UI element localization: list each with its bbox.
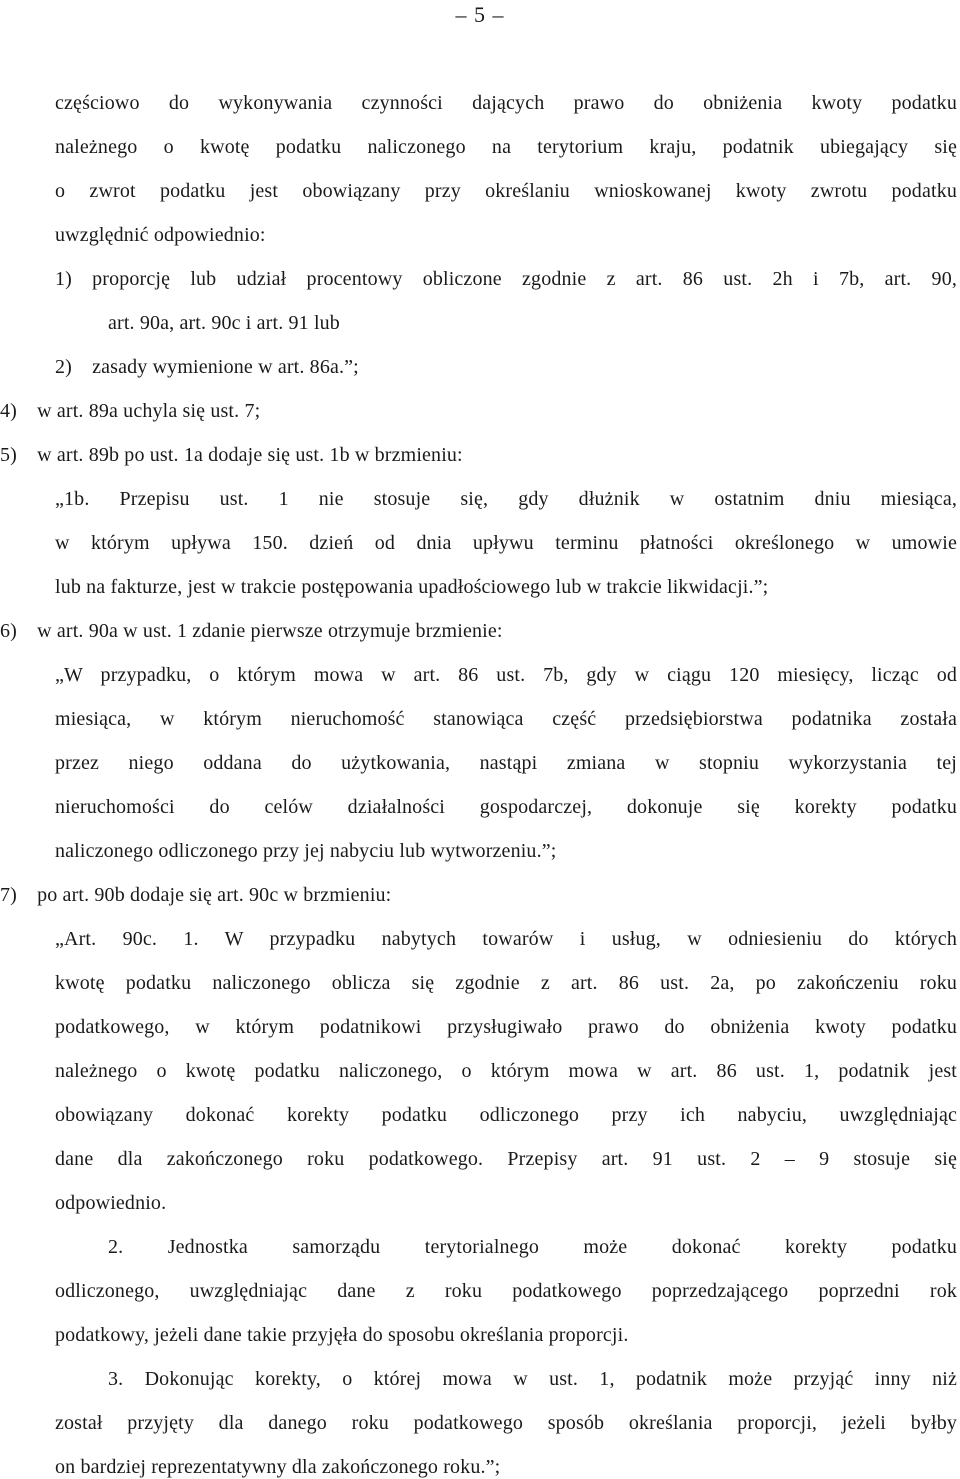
text-line: on bardziej reprezentatywny dla zakończonego roku.”; <box>55 1456 501 1478</box>
text-line: kwotę podatku naliczonego oblicza się zgodnie z art. 86 ust. 2a, po zakończeniu roku <box>55 972 957 994</box>
text-line: obowiązany dokonać korekty podatku odliczonego przy ich nabyciu, uwzględniając <box>55 1104 957 1126</box>
text-line: dane dla zakończonego roku podatkowego. Przepisy art. 91 ust. 2 – 9 stosuje się <box>55 1148 957 1170</box>
text-line: odliczonego, uwzględniając dane z roku podatkowego poprzedzającego poprzedni rok <box>55 1280 957 1302</box>
text-line: w którym upływa 150. dzień od dnia upływu terminu płatności określonego w umowie <box>55 532 957 554</box>
list-item: 1) proporcję lub udział procentowy obliczone zgodnie z art. 86 ust. 2h i 7b, art. 90, <box>55 268 957 290</box>
text-line: odpowiednio. <box>55 1192 167 1214</box>
text-line: 2. Jednostka samorządu terytorialnego może dokonać korekty podatku <box>108 1236 957 1258</box>
text-line: art. 90a, art. 90c i art. 91 lub <box>108 312 340 334</box>
text-line: „W przypadku, o którym mowa w art. 86 ust. 7b, gdy w ciągu 120 miesięcy, licząc od <box>55 664 957 686</box>
text-line: lub na fakturze, jest w trakcie postępowania upadłościowego lub w trakcie likwidacji.”; <box>55 576 769 598</box>
text-line: naliczonego odliczonego przy jej nabyciu lub wytworzeniu.”; <box>55 840 557 862</box>
text-line: miesiąca, w którym nieruchomość stanowiąca część przedsiębiorstwa podatnika została <box>55 708 957 730</box>
text-line: „Art. 90c. 1. W przypadku nabytych towarów i usług, w odniesieniu do których <box>55 928 957 950</box>
text-line: przez niego oddana do użytkowania, nastąpi zmiana w stopniu wykorzystania tej <box>55 752 957 774</box>
text-line: uwzględnić odpowiednio: <box>55 224 266 246</box>
text-line: o zwrot podatku jest obowiązany przy określaniu wnioskowanej kwoty zwrotu podatku <box>55 180 957 202</box>
text-line: podatkowego, w którym podatnikowi przysługiwało prawo do obniżenia kwoty podatku <box>55 1016 957 1038</box>
page-number: – 5 – <box>455 2 505 27</box>
text-line: podatkowy, jeżeli dane takie przyjęła do sposobu określania proporcji. <box>55 1324 629 1346</box>
text-line: „1b. Przepisu ust. 1 nie stosuje się, gdy dłużnik w ostatnim dniu miesiąca, <box>55 488 957 510</box>
list-item: 5) w art. 89b po ust. 1a dodaje się ust. 1b w brzmieniu: <box>0 444 463 466</box>
list-item: 7) po art. 90b dodaje się art. 90c w brzmieniu: <box>0 884 392 906</box>
list-item: 4) w art. 89a uchyla się ust. 7; <box>0 400 261 422</box>
text-line: częściowo do wykonywania czynności dających prawo do obniżenia kwoty podatku <box>55 92 957 114</box>
text-line: nieruchomości do celów działalności gospodarczej, dokonuje się korekty podatku <box>55 796 957 818</box>
list-item: 2) zasady wymienione w art. 86a.”; <box>55 356 359 378</box>
text-line: został przyjęty dla danego roku podatkowego sposób określania proporcji, jeżeli byłby <box>55 1412 957 1434</box>
text-line: 3. Dokonując korekty, o której mowa w ust. 1, podatnik może przyjąć inny niż <box>108 1368 957 1390</box>
text-line: należnego o kwotę podatku naliczonego, o którym mowa w art. 86 ust. 1, podatnik jest <box>55 1060 957 1082</box>
text-line: należnego o kwotę podatku naliczonego na terytorium kraju, podatnik ubiegający się <box>55 136 957 158</box>
list-item: 6) w art. 90a w ust. 1 zdanie pierwsze otrzymuje brzmienie: <box>0 620 503 642</box>
